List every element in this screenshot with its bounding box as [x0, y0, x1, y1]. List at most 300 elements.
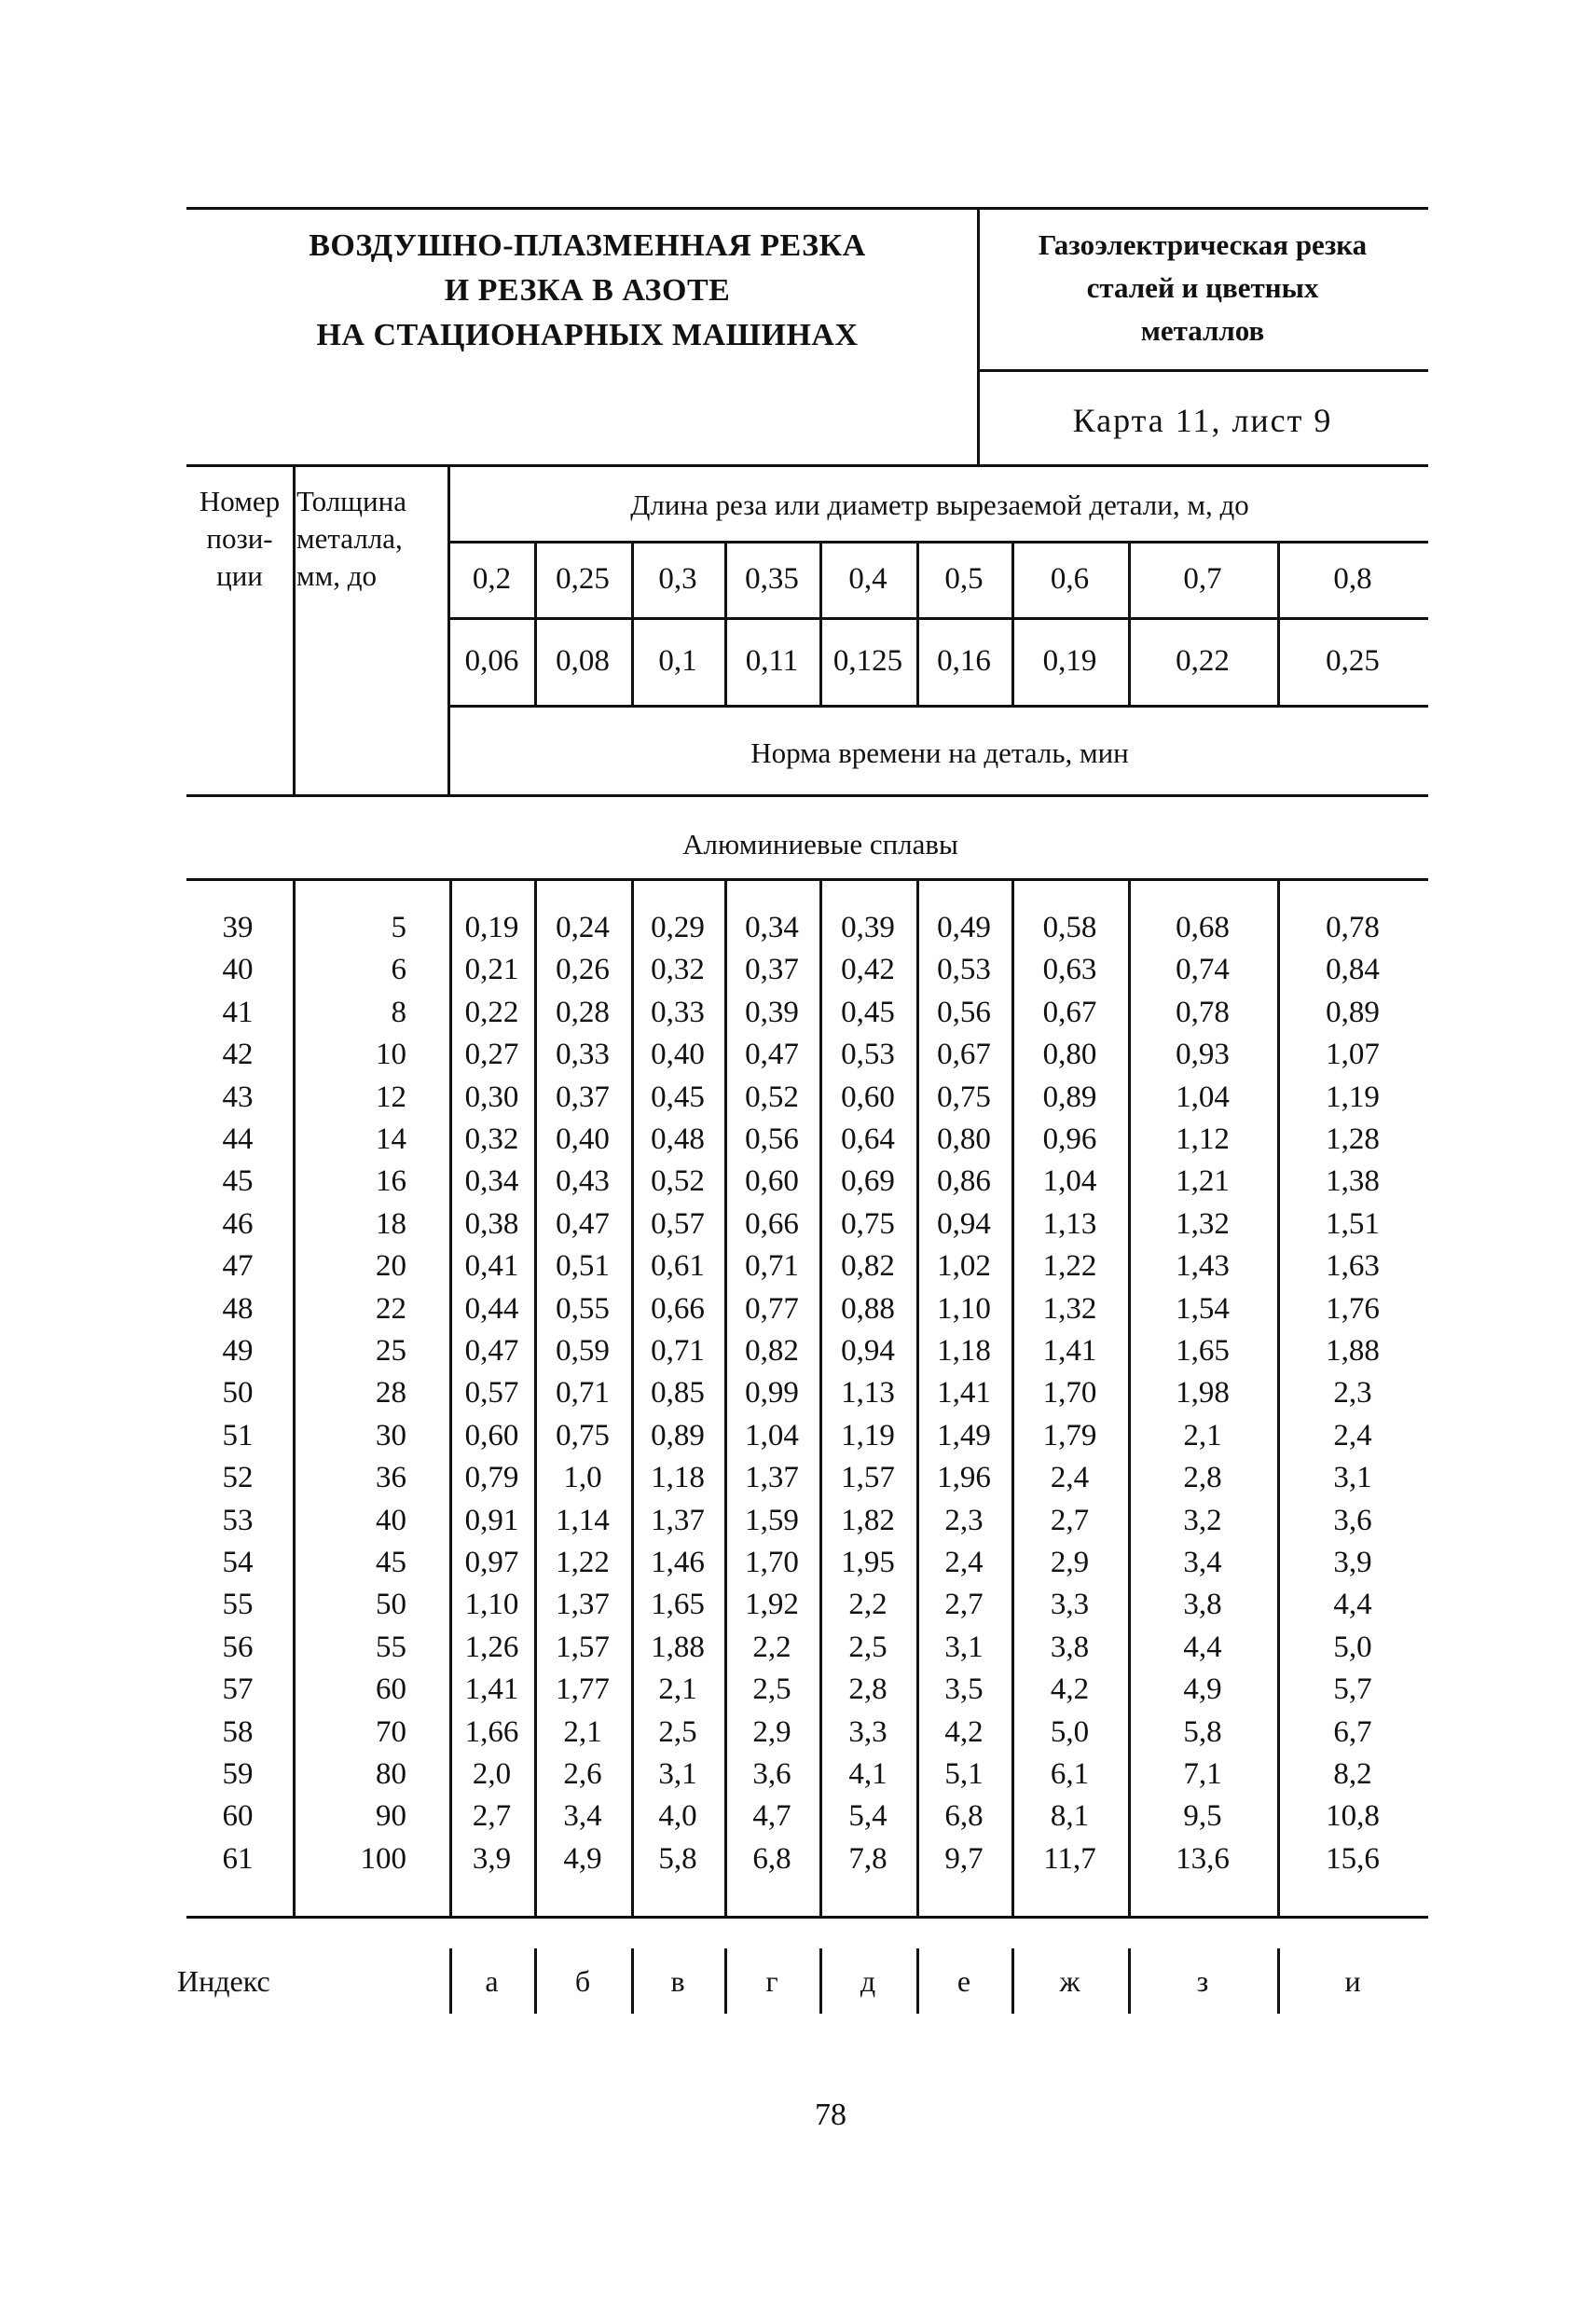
time-value: 0,48	[651, 1122, 705, 1156]
time-value: 2,7	[944, 1588, 984, 1622]
time-value: 2,9	[752, 1714, 791, 1749]
position-number: 39	[222, 911, 254, 944]
time-value: 1,04	[1176, 1080, 1230, 1114]
time-value: 0,34	[745, 911, 799, 944]
time-value: 1,02	[937, 1249, 991, 1284]
header-line: мм, до	[296, 559, 378, 592]
time-value: 0,27	[464, 1038, 519, 1072]
time-value: 4,7	[752, 1799, 791, 1834]
time-value: 0,40	[651, 1038, 705, 1072]
position-number: 49	[222, 1334, 254, 1368]
thickness-value: 22	[376, 1291, 406, 1326]
time-value: 3,5	[944, 1672, 984, 1707]
col-position-header	[186, 483, 293, 595]
time-value: 3,8	[1183, 1588, 1222, 1622]
time-value: 0,22	[464, 995, 519, 1029]
time-value: 0,78	[1326, 911, 1380, 944]
time-value: 0,24	[556, 911, 610, 944]
time-value: 0,68	[1176, 911, 1230, 944]
time-value: 3,6	[752, 1757, 791, 1791]
diameter-value: 0,1	[658, 644, 697, 678]
time-value: 0,56	[745, 1122, 799, 1156]
time-value: 4,2	[1050, 1672, 1090, 1707]
time-value: 1,59	[745, 1503, 799, 1537]
thickness-value: 28	[376, 1376, 406, 1411]
time-value: 2,0	[472, 1757, 512, 1791]
time-value: 4,4	[1183, 1630, 1222, 1664]
header-line: Номер	[199, 485, 281, 517]
position-number: 45	[222, 1164, 254, 1199]
time-value: 1,28	[1326, 1122, 1380, 1156]
time-value: 0,43	[556, 1164, 610, 1199]
time-value: 0,75	[556, 1418, 610, 1452]
time-value: 1,37	[745, 1461, 799, 1495]
index-letter: г	[765, 1964, 778, 1998]
index-letter: б	[574, 1964, 591, 1998]
time-value: 0,89	[1326, 995, 1380, 1029]
time-value: 0,63	[1042, 953, 1097, 987]
time-value: 5,0	[1333, 1630, 1372, 1664]
time-value: 1,54	[1176, 1291, 1230, 1326]
time-value: 1,63	[1326, 1249, 1380, 1284]
time-value: 1,18	[651, 1461, 705, 1495]
time-value: 2,3	[1333, 1376, 1372, 1411]
time-value: 0,53	[841, 1038, 895, 1072]
time-value: 5,1	[944, 1757, 984, 1791]
thickness-value: 18	[376, 1206, 406, 1241]
length-value: 0,25	[556, 562, 610, 596]
time-value: 0,37	[556, 1080, 610, 1114]
time-value: 0,60	[841, 1080, 895, 1114]
header-line: ции	[216, 559, 263, 592]
position-number: 47	[222, 1249, 254, 1284]
time-value: 4,4	[1333, 1588, 1372, 1622]
time-value: 2,1	[658, 1672, 697, 1707]
index-letter: а	[485, 1964, 499, 1998]
time-value: 3,9	[1333, 1546, 1372, 1579]
time-value: 11,7	[1043, 1841, 1096, 1876]
time-value: 0,47	[464, 1334, 519, 1368]
time-value: 1,70	[745, 1546, 799, 1579]
thickness-value: 6	[391, 953, 406, 987]
time-value: 0,44	[464, 1291, 519, 1326]
time-value: 0,58	[1042, 911, 1097, 944]
time-value: 0,80	[1042, 1038, 1097, 1072]
time-value: 4,9	[563, 1841, 602, 1876]
time-value: 1,57	[841, 1461, 895, 1495]
diameter-value: 0,11	[745, 644, 799, 678]
time-value: 0,82	[841, 1249, 895, 1284]
top-rule	[186, 207, 1428, 210]
section-title	[977, 224, 1428, 352]
time-value: 1,66	[464, 1714, 519, 1749]
position-number: 51	[222, 1418, 254, 1452]
time-value: 2,7	[472, 1799, 512, 1834]
time-value: 5,7	[1333, 1672, 1372, 1707]
table-bottom-rule	[186, 1916, 1428, 1919]
thickness-value: 5	[391, 911, 406, 944]
time-value: 0,29	[651, 911, 705, 944]
time-value: 0,21	[464, 953, 519, 987]
time-value: 0,86	[937, 1164, 991, 1199]
time-value: 1,57	[556, 1630, 610, 1664]
time-value: 0,45	[651, 1080, 705, 1114]
section-label: Алюминиевые сплавы	[682, 828, 958, 860]
time-value: 2,4	[944, 1546, 984, 1579]
time-value: 0,60	[464, 1418, 519, 1452]
time-value: 1,76	[1326, 1291, 1380, 1326]
position-number: 61	[222, 1841, 254, 1876]
time-value: 0,69	[841, 1164, 895, 1199]
time-value: 2,1	[563, 1714, 602, 1749]
time-value: 2,5	[848, 1630, 887, 1664]
time-value: 0,26	[556, 953, 610, 987]
thickness-value: 10	[376, 1038, 406, 1072]
position-number: 46	[222, 1206, 254, 1241]
time-value: 0,56	[937, 995, 991, 1029]
diameter-value: 0,25	[1326, 644, 1380, 678]
index-letter: е	[956, 1964, 971, 1998]
time-value: 1,51	[1326, 1206, 1380, 1241]
position-number: 44	[222, 1122, 254, 1156]
thickness-value: 14	[376, 1122, 406, 1156]
time-value: 0,38	[464, 1206, 519, 1241]
time-value: 1,18	[937, 1334, 991, 1368]
time-value: 0,49	[937, 911, 991, 944]
time-value: 7,1	[1183, 1757, 1222, 1791]
time-value: 0,94	[937, 1206, 991, 1241]
header-vline	[293, 464, 296, 794]
time-value: 0,33	[651, 995, 705, 1029]
time-value: 1,04	[1042, 1164, 1097, 1199]
time-value: 2,2	[752, 1630, 791, 1664]
side-line: Газоэлектрическая резка	[1038, 228, 1368, 261]
time-value: 2,1	[1183, 1418, 1222, 1452]
thickness-value: 50	[376, 1588, 406, 1622]
time-value: 0,97	[464, 1546, 519, 1579]
time-value: 1,12	[1176, 1122, 1230, 1156]
time-value: 2,8	[848, 1672, 887, 1707]
time-value: 1,10	[937, 1291, 991, 1326]
time-value: 0,94	[841, 1334, 895, 1368]
time-value: 2,9	[1050, 1546, 1090, 1579]
time-value: 1,13	[841, 1376, 895, 1411]
time-value: 2,2	[848, 1588, 887, 1622]
position-number: 40	[222, 953, 254, 987]
time-value: 13,6	[1176, 1841, 1230, 1876]
time-value: 0,53	[937, 953, 991, 987]
time-value: 0,77	[745, 1291, 799, 1326]
thickness-value: 70	[376, 1714, 406, 1749]
section-rule	[186, 878, 1428, 881]
time-value: 0,89	[651, 1418, 705, 1452]
header-bottom-rule	[186, 794, 1428, 797]
col-thickness-header	[296, 483, 447, 595]
index-letter: ж	[1059, 1964, 1080, 1998]
card-number: Карта 11, лист 9	[1072, 402, 1333, 439]
time-value: 2,4	[1333, 1418, 1372, 1452]
diameter-value: 0,08	[556, 644, 610, 678]
time-value: 1,13	[1042, 1206, 1097, 1241]
time-value: 0,45	[841, 995, 895, 1029]
time-value: 4,9	[1183, 1672, 1222, 1707]
time-value: 4,1	[848, 1757, 887, 1791]
time-value: 2,5	[658, 1714, 697, 1749]
index-letter: з	[1196, 1964, 1209, 1998]
thickness-value: 25	[376, 1334, 406, 1368]
time-value: 1,07	[1326, 1038, 1380, 1072]
time-value: 8,1	[1050, 1799, 1090, 1834]
time-value: 8,2	[1333, 1757, 1372, 1791]
time-value: 1,04	[745, 1418, 799, 1452]
time-value: 0,57	[464, 1376, 519, 1411]
length-header: Длина реза или диаметр вырезаемой детали, м, до	[630, 489, 1249, 521]
time-value: 0,30	[464, 1080, 519, 1114]
time-value: 6,7	[1333, 1714, 1372, 1749]
thickness-value: 20	[376, 1249, 406, 1284]
time-value: 6,8	[944, 1799, 984, 1834]
title-line: И РЕЗКА В АЗОТЕ	[444, 273, 731, 308]
index-letter: и	[1344, 1964, 1361, 1998]
time-value: 1,70	[1042, 1376, 1097, 1411]
time-value: 0,91	[464, 1503, 519, 1537]
time-value: 0,52	[651, 1164, 705, 1199]
time-value: 1,65	[651, 1588, 705, 1622]
time-value: 2,6	[563, 1757, 602, 1791]
position-number: 42	[222, 1038, 254, 1072]
position-number: 60	[222, 1799, 254, 1834]
time-value: 6,8	[752, 1841, 791, 1876]
time-value: 0,84	[1326, 953, 1380, 987]
time-value: 0,47	[556, 1206, 610, 1241]
time-value: 1,82	[841, 1503, 895, 1537]
time-value: 0,34	[464, 1164, 519, 1199]
length-value: 0,2	[472, 562, 512, 596]
time-value: 0,99	[745, 1376, 799, 1411]
time-value: 0,19	[464, 911, 519, 944]
time-value: 0,60	[745, 1164, 799, 1199]
time-value: 1,88	[1326, 1334, 1380, 1368]
thickness-value: 8	[391, 995, 406, 1029]
time-value: 4,0	[658, 1799, 697, 1834]
time-value: 0,75	[937, 1080, 991, 1114]
time-value: 0,59	[556, 1334, 610, 1368]
header-vline	[447, 464, 450, 794]
time-value: 1,10	[464, 1588, 519, 1622]
time-value: 4,2	[944, 1714, 984, 1749]
time-value: 9,7	[944, 1841, 984, 1876]
position-number: 52	[222, 1461, 254, 1495]
time-value: 1,79	[1042, 1418, 1097, 1452]
time-value: 15,6	[1326, 1841, 1380, 1876]
length-value: 0,5	[944, 562, 984, 596]
time-value: 3,4	[1183, 1546, 1222, 1579]
time-value: 7,8	[848, 1841, 887, 1876]
time-value: 1,98	[1176, 1376, 1230, 1411]
time-value: 1,38	[1326, 1164, 1380, 1199]
position-number: 54	[222, 1546, 254, 1579]
time-value: 10,8	[1326, 1799, 1380, 1834]
length-value: 0,35	[745, 562, 799, 596]
time-value: 1,46	[651, 1546, 705, 1579]
thickness-value: 16	[376, 1164, 406, 1199]
time-value: 2,4	[1050, 1461, 1090, 1495]
time-value: 5,8	[1183, 1714, 1222, 1749]
time-value: 3,1	[658, 1757, 697, 1791]
time-value: 6,1	[1050, 1757, 1090, 1791]
time-value: 3,3	[848, 1714, 887, 1749]
time-value: 1,95	[841, 1546, 895, 1579]
length-value: 0,3	[658, 562, 697, 596]
time-value: 5,8	[658, 1841, 697, 1876]
position-number: 53	[222, 1503, 254, 1537]
page-number: 78	[815, 2098, 846, 2132]
time-value: 0,55	[556, 1291, 610, 1326]
thickness-value: 45	[376, 1546, 406, 1579]
time-value: 1,32	[1042, 1291, 1097, 1326]
time-value: 0,96	[1042, 1122, 1097, 1156]
time-value: 0,67	[1042, 995, 1097, 1029]
time-value: 0,33	[556, 1038, 610, 1072]
thickness-value: 30	[376, 1418, 406, 1452]
time-value: 0,37	[745, 953, 799, 987]
time-value: 1,41	[937, 1376, 991, 1411]
side-rule	[977, 369, 1428, 372]
thickness-value: 80	[376, 1757, 406, 1791]
position-number: 59	[222, 1757, 254, 1791]
time-value: 0,47	[745, 1038, 799, 1072]
position-number: 58	[222, 1714, 254, 1749]
time-value: 1,19	[1326, 1080, 1380, 1114]
time-value: 9,5	[1183, 1799, 1222, 1834]
time-value: 1,65	[1176, 1334, 1230, 1368]
time-value: 0,52	[745, 1080, 799, 1114]
position-number: 57	[222, 1672, 254, 1707]
header-line: пози-	[206, 522, 273, 555]
time-value: 1,88	[651, 1630, 705, 1664]
thickness-value: 100	[360, 1841, 406, 1876]
time-value: 1,14	[556, 1503, 610, 1537]
position-number: 50	[222, 1376, 254, 1411]
thickness-value: 12	[376, 1080, 406, 1114]
time-value: 0,89	[1042, 1080, 1097, 1114]
time-value: 1,77	[556, 1672, 610, 1707]
time-value: 0,39	[745, 995, 799, 1029]
header-line: металла,	[296, 522, 403, 555]
length-value: 0,4	[848, 562, 887, 596]
time-value: 2,3	[944, 1503, 984, 1537]
position-number: 55	[222, 1588, 254, 1622]
time-value: 3,1	[944, 1630, 984, 1664]
time-value: 1,37	[556, 1588, 610, 1622]
norm-header: Норма времени на деталь, мин	[750, 736, 1129, 769]
time-value: 0,71	[745, 1249, 799, 1284]
time-value: 0,79	[464, 1461, 519, 1495]
time-value: 0,41	[464, 1249, 519, 1284]
time-value: 0,78	[1176, 995, 1230, 1029]
length-value: 0,6	[1050, 562, 1090, 596]
time-value: 5,0	[1050, 1714, 1090, 1749]
time-value: 3,9	[472, 1841, 512, 1876]
time-value: 1,41	[464, 1672, 519, 1707]
table-top-rule	[186, 464, 1428, 467]
title-line: ВОЗДУШНО-ПЛАЗМЕННАЯ РЕЗКА	[309, 228, 866, 263]
position-number: 48	[222, 1291, 254, 1326]
time-value: 3,1	[1333, 1461, 1372, 1495]
diameter-value: 0,06	[464, 644, 519, 678]
time-value: 0,82	[745, 1334, 799, 1368]
time-value: 1,21	[1176, 1164, 1230, 1199]
time-value: 0,74	[1176, 953, 1230, 987]
position-number: 56	[222, 1630, 254, 1664]
time-value: 0,85	[651, 1376, 705, 1411]
time-value: 2,7	[1050, 1503, 1090, 1537]
thickness-value: 90	[376, 1799, 406, 1834]
time-value: 1,22	[556, 1546, 610, 1579]
time-value: 1,96	[937, 1461, 991, 1495]
length-title-rule	[449, 541, 1428, 544]
index-letter: в	[670, 1964, 685, 1998]
diameter-value: 0,22	[1176, 644, 1230, 678]
diameter-value: 0,19	[1042, 644, 1097, 678]
time-value: 0,61	[651, 1249, 705, 1284]
side-line: металлов	[1140, 314, 1265, 347]
thickness-value: 40	[376, 1503, 406, 1537]
time-value: 5,4	[848, 1799, 887, 1834]
time-value: 3,8	[1050, 1630, 1090, 1664]
time-value: 1,92	[745, 1588, 799, 1622]
side-line: сталей и цветных	[1086, 271, 1319, 304]
time-value: 3,4	[563, 1799, 602, 1834]
time-value: 0,51	[556, 1249, 610, 1284]
time-value: 1,37	[651, 1503, 705, 1537]
thickness-value: 60	[376, 1672, 406, 1707]
header-line: Толщина	[296, 485, 406, 517]
time-value: 0,39	[841, 911, 895, 944]
title-line: НА СТАЦИОНАРНЫХ МАШИНАХ	[316, 318, 859, 352]
time-value: 0,28	[556, 995, 610, 1029]
time-value: 0,57	[651, 1206, 705, 1241]
time-value: 0,32	[464, 1122, 519, 1156]
time-value: 0,93	[1176, 1038, 1230, 1072]
diameter-row-rule	[449, 705, 1428, 708]
time-value: 2,5	[752, 1672, 791, 1707]
time-value: 1,22	[1042, 1249, 1097, 1284]
length-value: 0,7	[1183, 562, 1222, 596]
thickness-value: 55	[376, 1630, 406, 1664]
time-value: 0,71	[556, 1376, 610, 1411]
time-value: 0,32	[651, 953, 705, 987]
time-value: 1,49	[937, 1418, 991, 1452]
time-value: 3,3	[1050, 1588, 1090, 1622]
document-title	[186, 224, 988, 358]
time-value: 0,71	[651, 1334, 705, 1368]
time-value: 1,26	[464, 1630, 519, 1664]
thickness-value: 36	[376, 1461, 406, 1495]
time-value: 0,67	[937, 1038, 991, 1072]
time-value: 1,19	[841, 1418, 895, 1452]
diameter-value: 0,125	[832, 644, 903, 678]
length-row-rule	[449, 617, 1428, 620]
time-value: 0,64	[841, 1122, 895, 1156]
time-value: 0,80	[937, 1122, 991, 1156]
time-value: 0,66	[651, 1291, 705, 1326]
index-letter: д	[860, 1964, 876, 1998]
time-value: 3,2	[1183, 1503, 1222, 1537]
time-value: 1,41	[1042, 1334, 1097, 1368]
position-number: 41	[222, 995, 254, 1029]
time-value: 0,75	[841, 1206, 895, 1241]
